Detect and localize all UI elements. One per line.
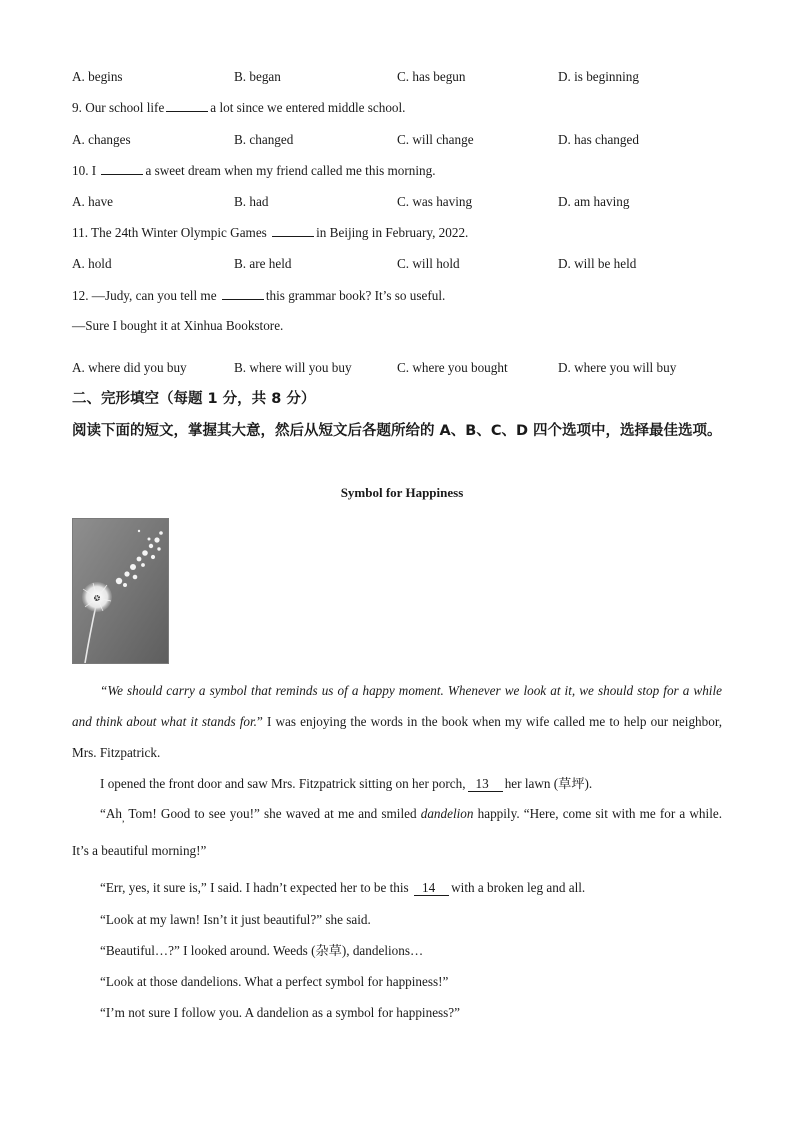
- q8-options: [72, 68, 732, 86]
- q10-option-b[interactable]: B. had: [234, 194, 269, 209]
- q9-stem: 9. Our school life a lot since we entered middle school.: [72, 100, 406, 115]
- q12-option-c[interactable]: C. where you bought: [397, 360, 508, 375]
- section-instruction: 阅读下面的短文，掌握其大意，然后从短文后各题所给的 A、B、C、D 四个选项中，选择最佳选项。: [72, 423, 722, 439]
- q9-option-b[interactable]: B. changed: [234, 132, 294, 147]
- q11-blank: [272, 224, 314, 237]
- q8-option-d[interactable]: D. is beginning: [558, 69, 639, 84]
- q9-option-a[interactable]: A. changes: [72, 132, 131, 147]
- q12-stem: 12. —Judy, can you tell me this grammar book? It’s so useful.: [72, 288, 446, 303]
- passage-paragraph-6: “Beautiful…?” I looked around. Weeds (杂草), dandelions…: [100, 943, 424, 958]
- q11-stem: 11. The 24th Winter Olympic Games in Beijing in February, 2022.: [72, 225, 469, 240]
- q12-option-b[interactable]: B. where will you buy: [234, 360, 352, 375]
- passage-title: Symbol for Happiness: [340, 485, 464, 500]
- q8-option-a[interactable]: A. begins: [72, 69, 123, 84]
- q8-option-c[interactable]: C. has begun: [397, 69, 466, 84]
- q11-option-b[interactable]: B. are held: [234, 256, 292, 271]
- q9-option-c[interactable]: C. will change: [397, 132, 474, 147]
- passage-paragraph-4: “Err, yes, it sure is,” I said. I hadn’t expected her to be this 14 with a broken leg and all.: [100, 880, 586, 895]
- section-heading: 二、完形填空（每题 1 分，共 8 分）: [72, 391, 316, 407]
- q12-answer-line: —Sure I bought it at Xinhua Bookstore.: [72, 318, 284, 333]
- q9-option-d[interactable]: D. has changed: [558, 132, 639, 147]
- q10-option-c[interactable]: C. was having: [397, 194, 473, 209]
- q10-stem: 10. I a sweet dream when my friend called me this morning.: [72, 163, 436, 178]
- q11-option-c[interactable]: C. will hold: [397, 256, 460, 271]
- q10-options: [72, 193, 732, 211]
- q11-options: [72, 255, 732, 273]
- q12-option-a[interactable]: A. where did you buy: [72, 360, 187, 375]
- q10-option-a[interactable]: A. have: [72, 194, 114, 209]
- q9-blank: [166, 99, 208, 112]
- q11-option-d[interactable]: D. will be held: [558, 256, 637, 271]
- passage-paragraph-8: “I’m not sure I follow you. A dandelion as a symbol for happiness?”: [100, 1005, 461, 1020]
- passage-paragraph-3: “$Ah_,$ Tom! Good to see you!” she waved at me and smiled dandelion happily. “Here, come sit with me for a while. It’s a beautiful morning!”: [72, 806, 723, 858]
- dandelion-photo-icon: [72, 518, 169, 664]
- q8-option-b[interactable]: B. began: [234, 69, 281, 84]
- q10-blank: [101, 162, 143, 175]
- q12-blank: [222, 287, 264, 300]
- q12-option-d[interactable]: D. where you will buy: [558, 360, 677, 375]
- q10-option-d[interactable]: D. am having: [558, 194, 630, 209]
- q11-option-a[interactable]: A. hold: [72, 256, 112, 271]
- blank-13: 13: [468, 777, 503, 792]
- passage-paragraph-1: “We should carry a symbol that reminds us of a happy moment. Whenever we look at it, we should stop for a while and think about what it stands for.” I was enjoying the words in the book when my wife called me to help our neighbor, Mrs. Fitzpatrick.: [72, 683, 722, 760]
- passage-paragraph-2: I opened the front door and saw Mrs. Fitzpatrick sitting on her porch, 13 her lawn (草坪).: [100, 776, 593, 791]
- q9-options: [72, 131, 732, 149]
- passage-paragraph-5: “Look at my lawn! Isn’t it just beautiful?” she said.: [100, 912, 371, 927]
- blank-14: 14: [414, 881, 449, 896]
- q12-options: [72, 359, 732, 377]
- passage-paragraph-7: “Look at those dandelions. What a perfect symbol for happiness!”: [100, 974, 449, 989]
